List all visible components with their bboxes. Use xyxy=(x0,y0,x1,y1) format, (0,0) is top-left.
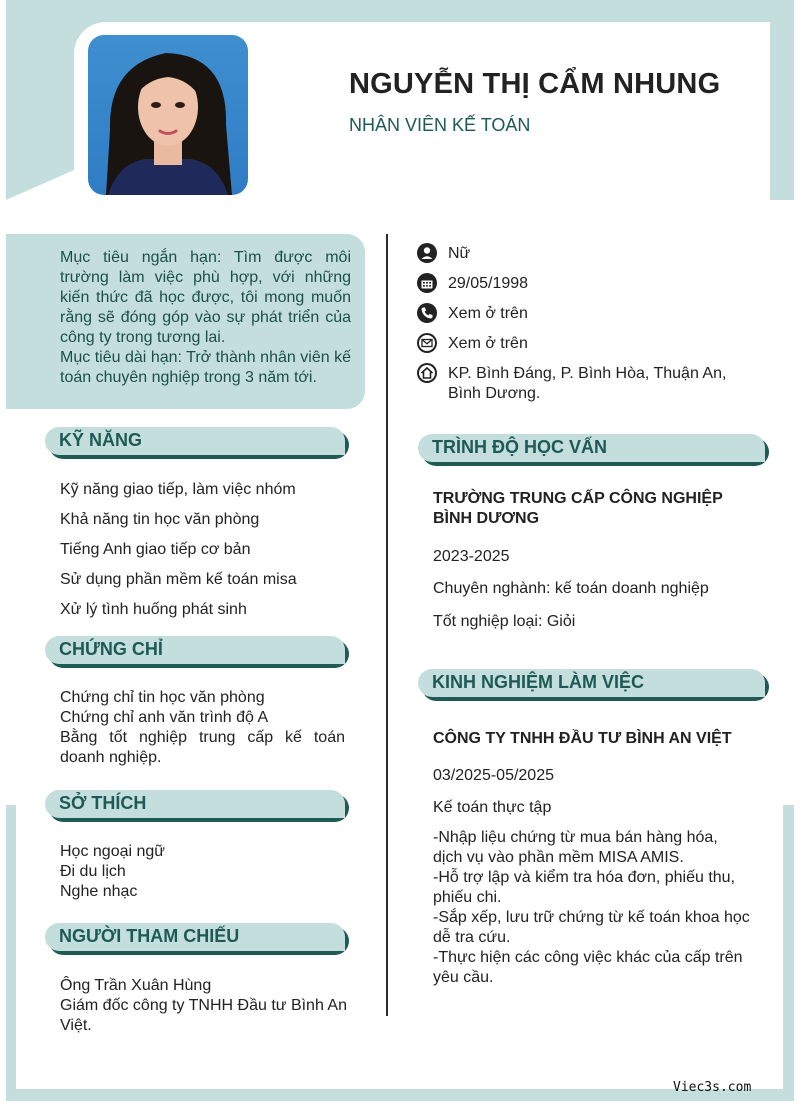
phone-row xyxy=(417,303,437,328)
frame-right xyxy=(783,805,794,1101)
education-major: Chuyên nghành: kế toán doanh nghiệp xyxy=(433,580,709,597)
experience-duties xyxy=(433,828,751,988)
candidate-name: NGUYỄN THỊ CẨM NHUNG xyxy=(349,68,721,100)
list-item: Bằng tốt nghiệp trung cấp kế toán doanh nghiệp. xyxy=(60,729,345,766)
job-title: NHÂN VIÊN KẾ TOÁN xyxy=(349,115,531,135)
certificates-header xyxy=(45,636,345,664)
list-item: Học ngoại ngữ xyxy=(60,843,165,860)
skills-header xyxy=(45,427,345,455)
education-period: 2023-2025 xyxy=(433,548,510,565)
profile-photo xyxy=(88,35,248,195)
footer-brand: Viec3s.com xyxy=(673,1080,752,1095)
education-school: TRƯỜNG TRUNG CẤP CÔNG NGHIỆP BÌNH DƯƠNG xyxy=(433,490,723,527)
calendar-icon xyxy=(417,273,437,293)
skills-title: KỸ NĂNG xyxy=(59,430,143,450)
references-title: NGƯỜI THAM CHIẾU xyxy=(59,926,240,946)
certificates-list xyxy=(60,688,345,768)
person-icon xyxy=(417,243,437,263)
list-item: -Sắp xếp, lưu trữ chứng từ kế toán khoa học dễ tra cứu. xyxy=(433,909,750,946)
phone-icon xyxy=(417,303,437,323)
hobbies-header xyxy=(45,790,345,818)
dob-value: 29/05/1998 xyxy=(448,275,529,292)
reference-position: Giám đốc công ty TNHH Đầu tư Bình An Việt. xyxy=(60,997,347,1034)
email-row xyxy=(417,333,437,358)
skills-list xyxy=(60,480,350,620)
list-item: Chứng chỉ tin học văn phòng xyxy=(60,689,265,706)
list-item: Sử dụng phần mềm kế toán misa xyxy=(60,571,297,588)
list-item: Kỹ năng giao tiếp, làm việc nhóm xyxy=(60,481,296,498)
email-value: Xem ở trên xyxy=(448,335,528,352)
list-item: -Hỗ trợ lập và kiểm tra hóa đơn, phiếu thu, phiếu chi. xyxy=(433,869,736,906)
career-objective xyxy=(6,234,365,409)
list-item: Xử lý tình huống phát sinh xyxy=(60,601,247,618)
person-photo-icon xyxy=(88,35,248,195)
reference-person: Ông Trần Xuân Hùng xyxy=(60,977,212,994)
frame-left xyxy=(6,805,16,1101)
hobbies-list xyxy=(60,842,345,902)
objective-short: Mục tiêu ngắn hạn: Tìm được môi trường làm việc phù hợp, với những kiến thức đã học được, tôi mong muốn rằng sẽ đóng góp vào sự phát triển của công ty trong tương lai. xyxy=(60,249,351,346)
certificates-title: CHỨNG CHỈ xyxy=(59,639,163,659)
gender-row xyxy=(417,243,437,268)
list-item: Đi du lịch xyxy=(60,863,126,880)
experience-company: CÔNG TY TNHH ĐẦU TƯ BÌNH AN VIỆT xyxy=(433,730,732,747)
list-item: -Nhập liệu chứng từ mua bán hàng hóa, dịch vụ vào phần mềm MISA AMIS. xyxy=(433,829,718,866)
references-header xyxy=(45,923,345,951)
address-row xyxy=(417,363,437,388)
contact-info xyxy=(417,243,757,413)
education-grade: Tốt nghiệp loại: Giỏi xyxy=(433,613,576,630)
experience-role: Kế toán thực tập xyxy=(433,799,552,816)
header-corner xyxy=(6,170,74,200)
experience-header xyxy=(418,669,765,697)
education-title: TRÌNH ĐỘ HỌC VẤN xyxy=(432,437,607,457)
list-item: Khả năng tin học văn phòng xyxy=(60,511,260,528)
envelope-icon xyxy=(417,333,437,353)
list-item: -Thực hiện các công việc khác của cấp trên yêu cầu. xyxy=(433,949,743,986)
address-line-1: KP. Bình Đáng, P. Bình Hòa, Thuận An, xyxy=(448,365,727,382)
gender-value: Nữ xyxy=(448,245,471,262)
list-item: Nghe nhạc xyxy=(60,883,138,900)
column-divider xyxy=(386,234,388,1016)
address-line-2: Bình Dương. xyxy=(448,385,541,402)
objective-long: Mục tiêu dài hạn: Trở thành nhân viên kế toán chuyên nghiệp trong 3 năm tới. xyxy=(60,349,351,386)
dob-row xyxy=(417,273,437,298)
list-item: Tiếng Anh giao tiếp cơ bản xyxy=(60,541,251,558)
references-content xyxy=(60,976,350,1036)
address-value xyxy=(448,364,748,404)
phone-value: Xem ở trên xyxy=(448,305,528,322)
experience-period: 03/2025-05/2025 xyxy=(433,767,554,784)
list-item: Chứng chỉ anh văn trình độ A xyxy=(60,709,269,726)
home-icon xyxy=(417,363,437,383)
education-header xyxy=(418,434,765,462)
experience-title: KINH NGHIỆM LÀM VIỆC xyxy=(432,672,645,692)
hobbies-title: SỞ THÍCH xyxy=(59,793,147,813)
